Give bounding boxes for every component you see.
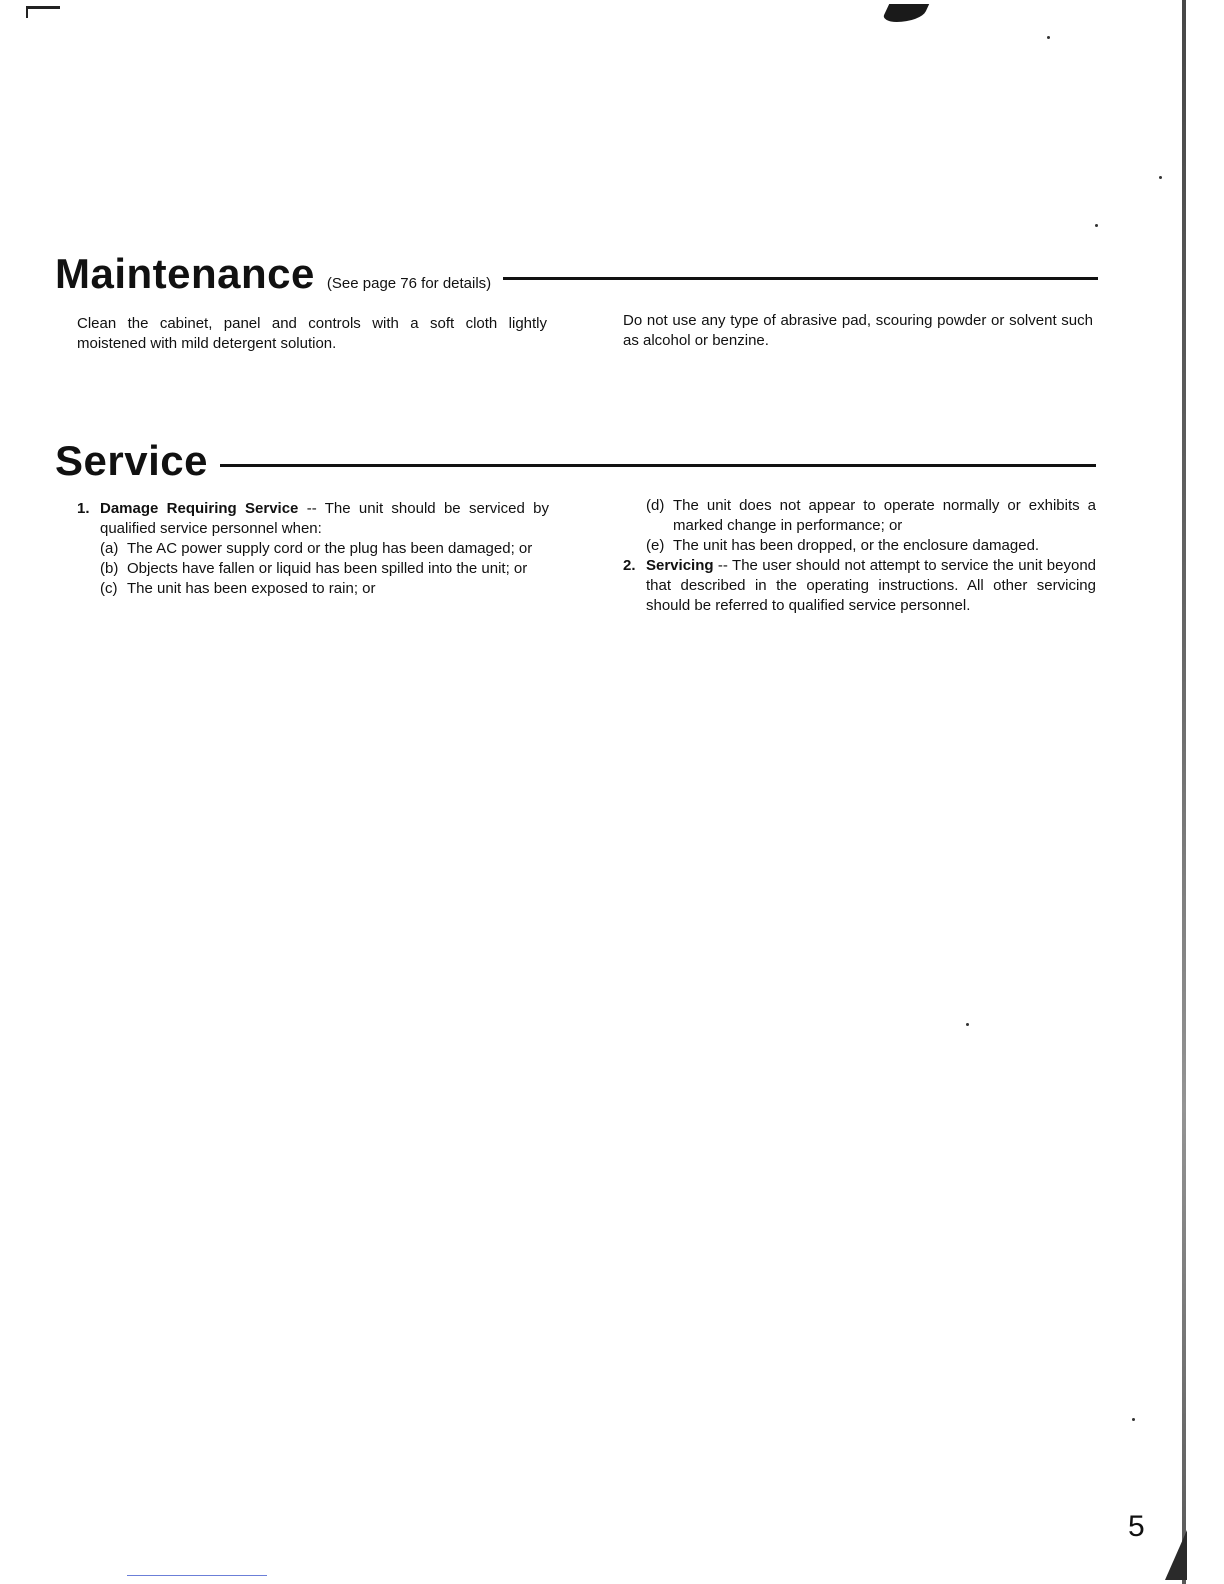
subitem-letter: (a) [100,540,119,557]
scan-edge-mark [26,6,28,18]
subitem-text: The unit has been exposed to rain; or [127,580,376,597]
service-title: Service [55,437,208,484]
scan-edge-mark [26,6,60,9]
subitem [100,559,549,579]
page-number: 5 [1128,1510,1145,1543]
item-body [100,499,549,539]
heading-rule [503,277,1098,280]
service-item-servicing [623,556,1096,616]
scan-speck [1132,1418,1135,1421]
subitem [100,579,549,599]
maintenance-heading [55,250,1098,298]
subitem-text: The unit has been dropped, or the enclosure damaged. [673,537,1040,554]
subitem-letter: (e) [646,537,665,554]
service-column-right [623,496,1096,616]
service-heading [55,437,1096,485]
item-number: 1. [77,500,90,517]
subitem-letter: (b) [100,560,119,577]
item-body [646,556,1096,616]
maintenance-warning-text: Do not use any type of abrasive pad, scouring powder or solvent such as alcohol or benzine. [623,312,1093,349]
item-text: -- The unit should be serviced by qualified service personnel when: [100,500,549,537]
maintenance-page-reference: (See page 76 for details) [326,275,492,292]
scan-page-edge [1182,0,1186,1584]
service-column-left [77,499,549,599]
subitem [646,536,1096,556]
subitem-text: The AC power supply cord or the plug has been damaged; or [127,540,533,557]
subitem-text: The unit does not appear to operate normally or exhibits a marked change in performance; or [673,497,1096,534]
item-title: Damage Requiring Service [100,500,299,517]
scan-speck [1159,176,1162,179]
scan-line [127,1575,267,1576]
service-item-damage [77,499,549,539]
scan-smudge [881,4,929,22]
scan-speck [966,1023,969,1026]
item-number: 2. [623,557,636,574]
subitem-letter: (d) [646,497,665,514]
heading-rule [220,464,1096,467]
maintenance-cleaning-text: Clean the cabinet, panel and controls with a soft cloth lightly moistened with mild detergent solution. [77,315,547,352]
item-text: -- The user should not attempt to service the unit beyond that described in the operating instructions. All other servicing should be referred to qualified service personnel. [646,557,1096,614]
subitem [646,496,1096,536]
item-title: Servicing [646,557,714,574]
subitem-letter: (c) [100,580,118,597]
maintenance-title: Maintenance [55,250,315,297]
subitem-text: Objects have fallen or liquid has been spilled into the unit; or [127,560,528,577]
scan-speck [1095,224,1098,227]
subitem [100,539,549,559]
scan-speck [1047,36,1050,39]
